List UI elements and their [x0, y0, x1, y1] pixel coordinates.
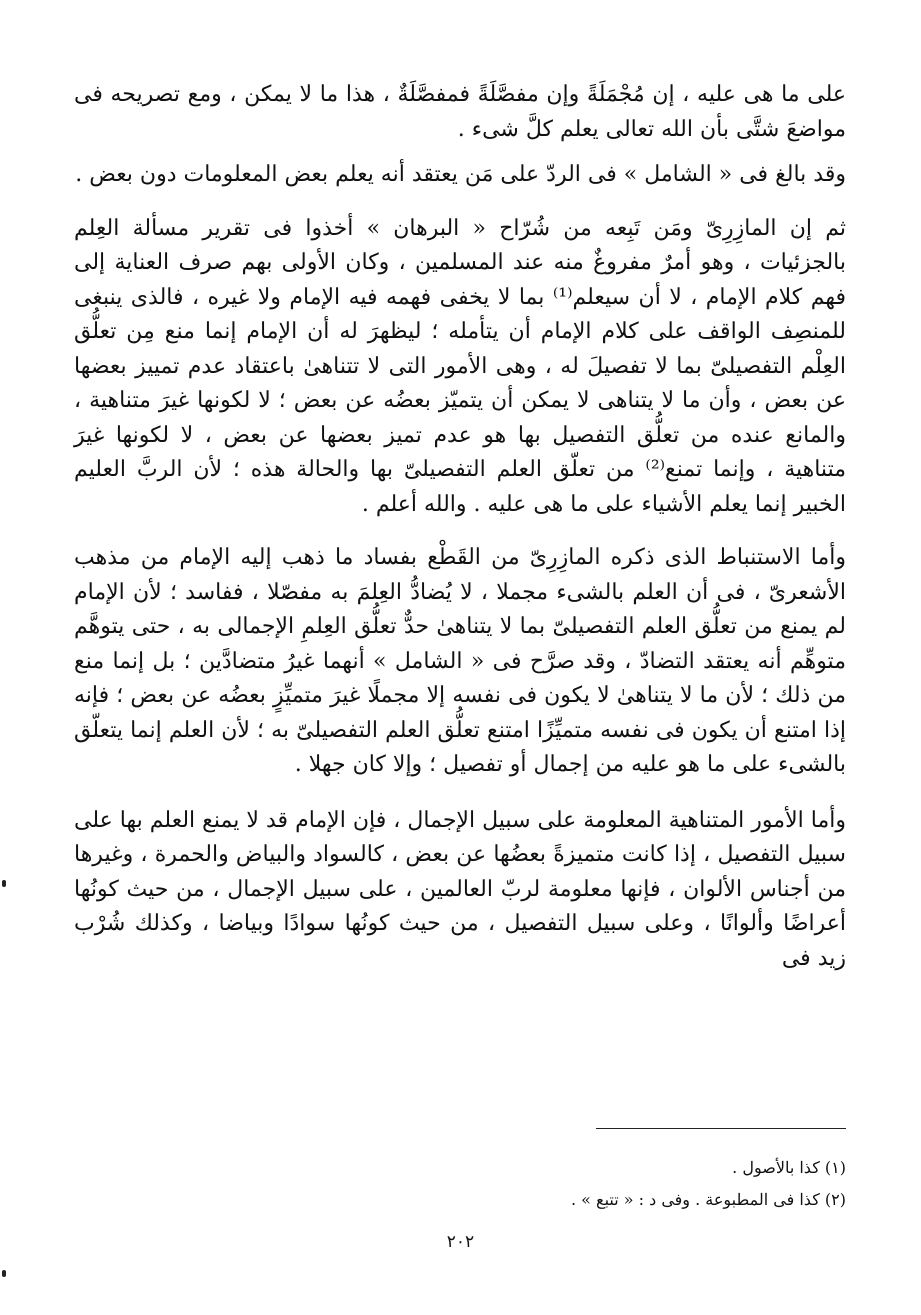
footnote-2: (٢) كذا فى المطبوعة . وفى د : « تتبع » . — [571, 1190, 846, 1209]
page-body — [74, 78, 846, 976]
footnote-1: (١) كذا بالأصول . — [732, 1158, 846, 1177]
margin-mark — [2, 1270, 6, 1277]
footnote-divider — [596, 1128, 846, 1129]
paragraph-4: وأما الاستنباط الذى ذكره المازِرِىّ من القَطْع بفساد ما ذهب إليه الإمام من مذهب الأشعرىّ ، فى أن العلم بالشىء مجملا ، لا يُضادُّ العِلمَ به مفصّلا ، ففاسد ؛ لأن الإمام لم يمنع من تعلُّق العلم التفصيلىّ بما لا يتناهىٰ حدٌّ تعلُّق العِلمِ الإجمالى به ، حتى يتوهَّم متوهِّم أنه يعتقد التضادّ ، وقد صرَّح فى « الشامل » أنهما غيرُ متضادَّين ؛ بل إنما منع من ذلك ؛ لأن ما لا يتناهىٰ لا يكون فى نفسه إلا مجملًا غيرَ متميِّزٍ بعضُه عن بعض ؛ فإنه إذا امتنع أن يكون فى نفسه متميِّزًا امتنع تعلُّق العلم التفصيلىّ به ؛ لأن العلم إنما يتعلّق بالشىء على ما هو عليه من إجمال أو تفصيل ؛ وإلا كان جهلا . — [74, 545, 846, 777]
page-number: ٢٠٢ — [446, 1232, 475, 1252]
paragraph-5: وأما الأمور المتناهية المعلومة على سبيل الإجمال ، فإن الإمام قد لا يمنع العلم بها على سبيل التفصيل ، إذا كانت متميزةً بعضُها عن بعض ، كالسواد والبياض والحمرة ، وغيرها من أجناس الألوان ، فإنها معلومة لربّ العالمين ، على سبيل الإجمال ، من حيث كونُها أعراضًا وألوانًا ، وعلى سبيل التفصيل ، من حيث كونُها سوادًا وبياضا ، وكذلك شُرْب زيد فى — [74, 807, 846, 971]
margin-mark — [2, 880, 6, 887]
paragraph-2: وقد بالغ فى « الشامل » فى الردّ على مَن يعتقد أنه يعلم بعض المعلومات دون بعض . — [75, 162, 846, 187]
footnotes — [286, 1152, 846, 1216]
paragraph-3: ثم إن المازِرِىّ ومَن تَبِعه من شُرّاح « البرهان » أخذوا فى تقرير مسألة العِلم بالجزئيات ، وهو أمرٌ مفروغٌ منه عند المسلمين ، وكان الأولى بهم صرف العناية إلى فهم كلام الإمام ، لا أن سيعلم⁽¹⁾ بما لا يخفى فهمه فيه الإمام ولا غيره ، فالذى ينبغى للمنصِف الواقف على كلام الإمام أن يتأمله ؛ ليظهرَ له أن الإمام إنما منع مِن تعلُّق العِلْم التفصيلىّ بما لا تفصيلَ له ، وهى الأمور التى لا تتناهىٰ باعتقاد عدم تمييز بعضها عن بعض ، وأن ما لا يتناهى لا يمكن أن يتميّز بعضُه عن بعض ؛ لا لكونها غيرَ متناهية ، والمانع عنده من تعلُّق التفصيل بها هو عدم تميز بعضها عن بعض ، لا لكونها غيرَ متناهية ، وإنما تمنع⁽²⁾ من تعلّق العلم التفصيلىّ بها والحالة هذه ؛ لأن الربَّ العليم الخبير إنما يعلم الأشياء على ما هى عليه . والله أعلم . — [74, 215, 846, 517]
paragraph-1: على ما هى عليه ، إن مُجْمَلَةً وإن مفصَّلَةً فمفصَّلَةٌ ، هذا ما لا يمكن ، ومع تصريحه فى مواضعَ شتَّى بأن الله تعالى يعلم كلَّ شىء . — [74, 82, 846, 142]
